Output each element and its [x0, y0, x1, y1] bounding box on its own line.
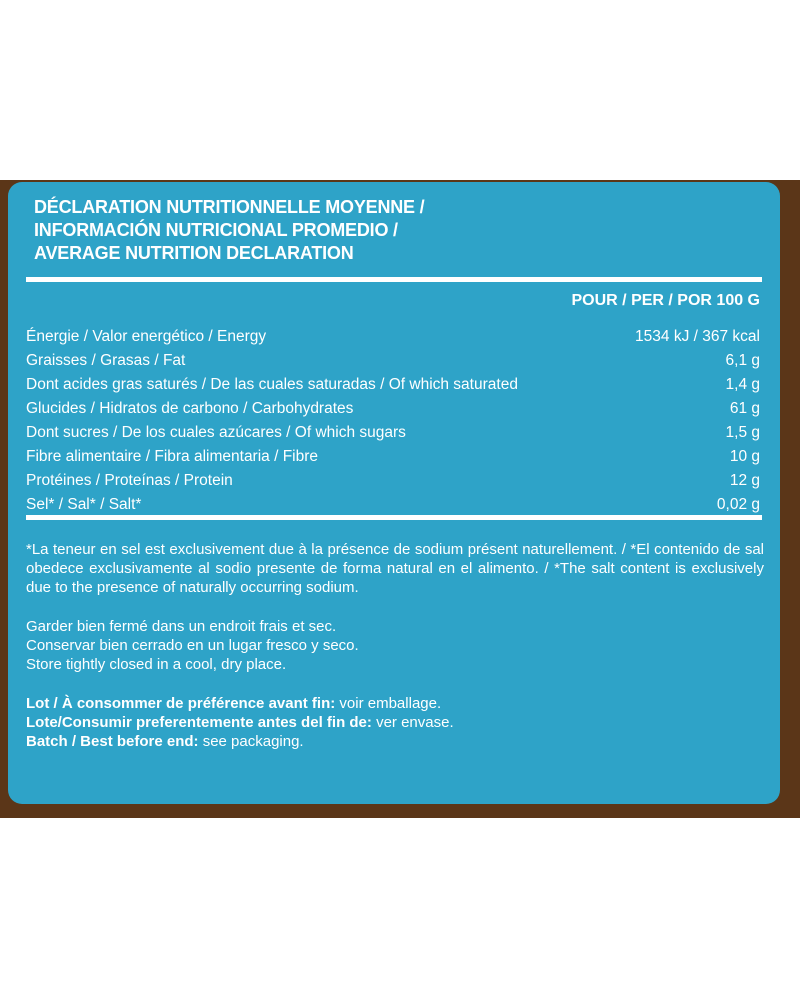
row-label: Fibre alimentaire / Fibra alimentaria / Fibre [26, 448, 319, 465]
lot-label-es: Lote/Consumir preferentemente antes del fin de: [26, 714, 372, 731]
lot-text-es: ver envase. [371, 714, 454, 731]
row-value: 6,1 g [725, 352, 760, 369]
table-row [26, 349, 760, 373]
storage-en: Store tightly closed in a cool, dry place. [26, 656, 287, 673]
row-label: Protéines / Proteínas / Protein [26, 472, 233, 489]
title-line-en: AVERAGE NUTRITION DECLARATION [34, 243, 354, 263]
row-label: Glucides / Hidratos de carbono / Carbohydrates [26, 400, 354, 417]
storage-es: Conservar bien cerrado en un lugar fresco y seco. [26, 637, 359, 654]
lot-text-en: see packaging. [198, 733, 304, 750]
row-value: 1,4 g [725, 376, 760, 393]
row-label: Énergie / Valor energético / Energy [26, 328, 267, 345]
table-row [26, 397, 760, 421]
storage-instructions [26, 617, 764, 674]
row-value: 10 g [729, 448, 760, 465]
row-label: Dont sucres / De los cuales azúcares / Of which sugars [26, 424, 406, 441]
row-label: Graisses / Grasas / Fat [26, 352, 186, 369]
row-label: Sel* / Sal* / Salt* [26, 496, 142, 513]
table-row [26, 493, 760, 517]
row-value: 12 g [729, 472, 760, 489]
divider-top [26, 277, 762, 282]
salt-footnote: *La teneur en sel est exclusivement due à la présence de sodium présent naturellement. / *El contenido de sal obedece exclusivamente al sodio presente de forma natural en el alimento. / *The salt content is exclusively due to the presence of naturally occurring sodium. [26, 541, 764, 596]
lot-line-en [26, 732, 764, 751]
title-line-es: INFORMACIÓN NUTRICIONAL PROMEDIO / [34, 220, 398, 240]
divider-middle [26, 515, 762, 520]
row-value: 1,5 g [725, 424, 760, 441]
row-value: 61 g [729, 400, 760, 417]
nutrition-table [26, 325, 760, 517]
title-line-fr: DÉCLARATION NUTRITIONNELLE MOYENNE / [34, 197, 425, 217]
table-row [26, 325, 760, 349]
lot-label-en: Batch / Best before end: [26, 733, 199, 750]
table-row [26, 469, 760, 493]
row-value: 1534 kJ / 367 kcal [635, 328, 760, 345]
lot-info [26, 694, 764, 751]
table-row [26, 445, 760, 469]
per-100g-header: POUR / PER / POR 100 G [571, 292, 760, 309]
row-label: Dont acides gras saturés / De las cuales saturadas / Of which saturated [26, 376, 518, 393]
table-row [26, 421, 760, 445]
table-row [26, 373, 760, 397]
lot-label-fr: Lot / À consommer de préférence avant fin: [26, 695, 336, 712]
lot-line-fr [26, 694, 764, 713]
storage-fr: Garder bien fermé dans un endroit frais et sec. [26, 618, 337, 635]
lot-line-es [26, 713, 764, 732]
declaration-title [34, 196, 754, 265]
nutrition-panel [8, 182, 780, 804]
lot-text-fr: voir emballage. [335, 695, 442, 712]
notes-section [26, 540, 764, 751]
row-value: 0,02 g [716, 496, 760, 513]
